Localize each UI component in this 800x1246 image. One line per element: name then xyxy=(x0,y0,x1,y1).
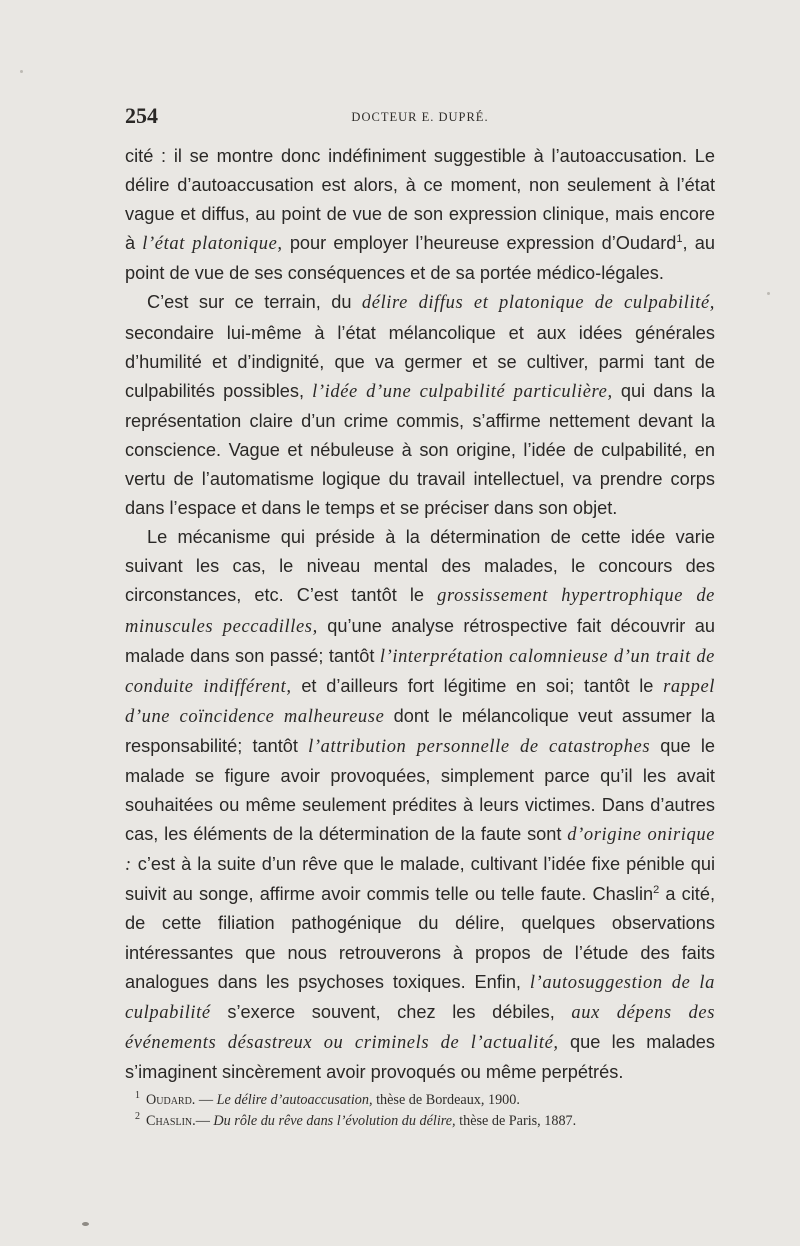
italic-phrase: d’origine onirique : xyxy=(125,825,716,876)
text-run: dont le mélancolique veut assumer la responsabilité; tantôt xyxy=(125,705,715,756)
footnotes xyxy=(135,1090,715,1132)
text-run: que les malades s’imaginent sincèrement avoir provoqués ou même perpétrés. xyxy=(125,1031,715,1082)
italic-phrase: l’état platonique, xyxy=(142,234,283,255)
text-run: C’est sur ce terrain, du xyxy=(147,292,362,313)
footnote-dash: — xyxy=(195,1113,214,1129)
italic-phrase: délire diffus et platonique de culpabilité, xyxy=(361,293,715,314)
footnote xyxy=(135,1111,715,1132)
text-run: et d’ailleurs fort légitime en soi; tantôt le xyxy=(291,675,664,696)
page-header xyxy=(125,103,715,129)
italic-phrase: grossissement hypertrophique de minuscules peccadilles, xyxy=(125,586,715,637)
text-run: secondaire lui-même à l’état mélancolique et aux idées générales d’humilité et d’indignité, que va germer et se cultiver, parmi tant de culpabilités possibles, xyxy=(125,322,715,401)
text-run: cité : il se montre donc indéfiniment suggestible à l’autoaccusation. Le délire d’autoaccusation est alors, à ce moment, non seulement à l’état vague et diffus, au point de vue de son expression clinique, mais encore à xyxy=(125,146,715,254)
paragraph xyxy=(125,142,715,288)
paragraph xyxy=(125,288,715,523)
italic-phrase: l’idée d’une culpabilité particulière, xyxy=(312,381,613,402)
page-number: 254 xyxy=(125,103,158,128)
footnote-dash: — xyxy=(195,1092,217,1108)
text-run: c’est à la suite d’un rêve que le malade, cultivant l’idée fixe pénible qui suivit au songe, affirme avoir commis telle ou telle faute. Chaslin xyxy=(125,854,715,905)
text-run: Le mécanisme qui préside à la détermination de cette idée varie suivant les cas, le niveau mental des malades, le concours des circonstances, etc. C’est tantôt le xyxy=(125,527,715,606)
footnote-number: 1 xyxy=(135,1090,140,1102)
footnote-ref: 1 xyxy=(676,233,683,246)
footnote xyxy=(135,1090,715,1111)
italic-phrase: l’interprétation calomnieuse d’un trait de conduite indifférent, xyxy=(125,646,715,697)
text-run: qui dans la représentation claire d’un crime commis, s’affirme nettement devant la conscience. Vague et nébuleuse à son origine, l’idée de culpabilité, en vertu de l’automatisme logique du travail intellectuel, va prendre corps dans l’espace et dans le temps et se préciser dans son objet. xyxy=(125,380,716,519)
footnote-author: Oudard. xyxy=(146,1092,196,1108)
text-run: pour employer l’heureuse expression d’Oudard xyxy=(282,233,677,254)
italic-phrase: l’autosuggestion de la culpabilité xyxy=(125,972,715,1023)
footnote-details: thèse de Paris, 1887. xyxy=(455,1113,577,1129)
italic-phrase: aux dépens des événements désastreux ou criminels de l’actualité, xyxy=(125,1002,715,1053)
paper-speck xyxy=(82,1222,89,1226)
footnote-details: thèse de Bordeaux, 1900. xyxy=(372,1092,520,1108)
footnote-number: 2 xyxy=(135,1111,140,1123)
text-run: qu’une analyse rétrospective fait découvrir au malade dans son passé; tantôt xyxy=(125,615,715,666)
paper-speck xyxy=(20,70,23,73)
running-head: DOCTEUR E. DUPRÉ. xyxy=(351,110,489,124)
paragraph xyxy=(125,523,715,1087)
italic-phrase: l’attribution personnelle de catastrophes xyxy=(308,736,651,757)
footnote-title: Du rôle du rêve dans l’évolution du délire, xyxy=(213,1113,456,1129)
footnote-author: Chaslin. xyxy=(146,1113,196,1129)
paper-speck xyxy=(767,292,770,295)
body-text xyxy=(125,142,715,1087)
footnote-ref: 2 xyxy=(653,884,660,897)
text-run: que le malade se figure avoir provoquées, simplement parce qu’il les avait souhaitées ou même seulement prédites à leurs victimes. Dans d’autres cas, les éléments de la détermination de la faute sont xyxy=(125,735,715,845)
text-run: a cité, de cette filiation pathogénique du délire, quelques observations intéressantes que nous retrouverons à propos de l’étude des faits analogues dans les psychoses toxiques. Enfin, xyxy=(125,884,716,992)
footnote-title: Le délire d’autoaccusation, xyxy=(216,1092,373,1108)
text-run: , au point de vue de ses conséquences et de sa portée médico-légales. xyxy=(125,233,715,284)
text-run: s’exerce souvent, chez les débiles, xyxy=(210,1001,572,1022)
italic-phrase: rappel d’une coïncidence malheureuse xyxy=(125,676,716,727)
